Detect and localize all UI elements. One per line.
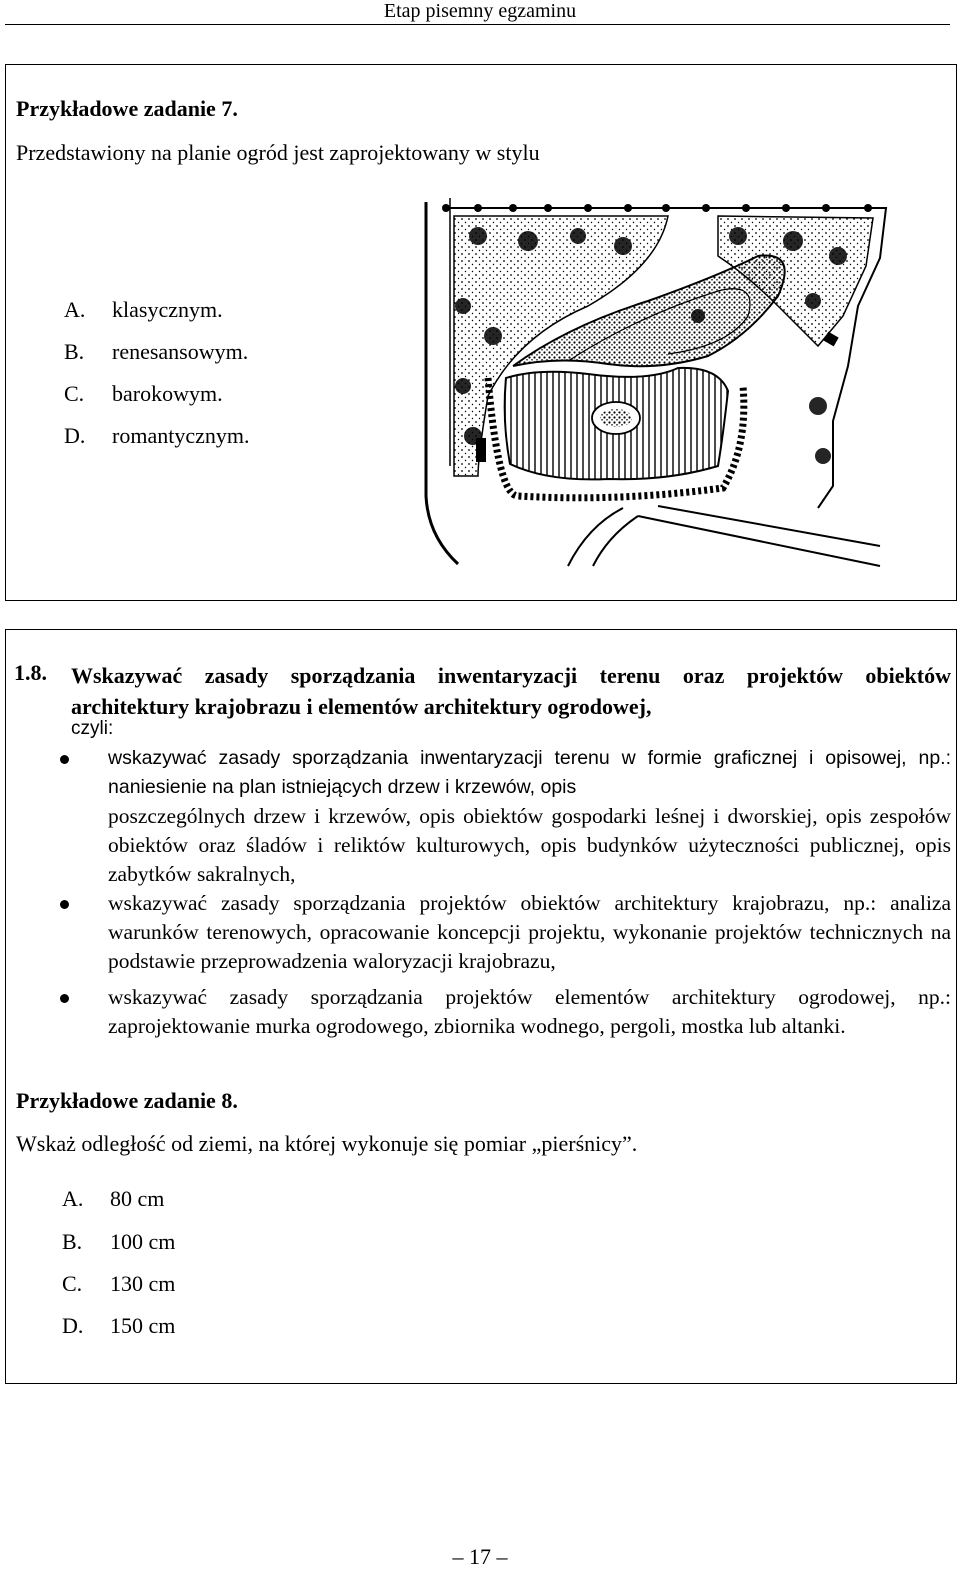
option-text: 100 cm: [110, 1229, 176, 1254]
task8-title: Przykładowe zadanie 8.: [16, 1088, 238, 1113]
bullet-continuation-item: [58, 802, 951, 889]
section-number: 1.8.: [14, 660, 47, 685]
bullet-text: wskazywać zasady sporządzania inwentaryzacji terenu w formie graficznej i opisowej, np.: naniesienie na plan istniejących drzew i krzewów, opis: [108, 747, 951, 798]
option-text: 130 cm: [110, 1271, 176, 1296]
bullet-list: [58, 889, 951, 976]
task8-option-d[interactable]: [62, 1305, 175, 1347]
bullet-list: [58, 744, 951, 802]
task7-option-a[interactable]: [64, 289, 223, 331]
page-number: – 17 –: [452, 1544, 508, 1569]
option-letter: B.: [64, 339, 85, 364]
task7-title: Przykładowe zadanie 7.: [16, 96, 238, 121]
task8-option-a[interactable]: [62, 1178, 164, 1220]
task7-option-c[interactable]: [64, 373, 223, 415]
bullet-item: [58, 983, 951, 1041]
option-text: klasycznym.: [112, 297, 223, 322]
option-letter: A.: [62, 1186, 84, 1211]
bullet-item: [58, 889, 951, 976]
task8-option-c[interactable]: [62, 1263, 175, 1305]
option-letter: C.: [62, 1271, 83, 1296]
option-text: barokowym.: [112, 381, 223, 406]
option-text: romantycznym.: [112, 423, 250, 448]
option-letter: A.: [64, 297, 86, 322]
bullet-item: [58, 744, 951, 802]
section-title-line2: architektury krajobrazu i elementów architektury ogrodowej,: [71, 694, 652, 719]
bullet-continuation: [58, 802, 951, 889]
czyli-label: czyli:: [71, 718, 114, 739]
bullet-icon: [60, 994, 69, 1003]
bullet-list: [58, 983, 951, 1041]
option-letter: D.: [62, 1313, 84, 1338]
page-header: Etap pisemny egzaminu: [383, 0, 577, 22]
option-text: 80 cm: [110, 1186, 165, 1211]
section-title-line1: Wskazywać zasady sporządzania inwentaryzacji terenu oraz projektów obiektów: [71, 663, 951, 688]
bullet-text: poszczególnych drzew i krzewów, opis obiektów gospodarki leśnej i dworskiej, opis zespołów obiektów oraz śladów i reliktów kulturowych, opis budynków użyteczności publicznej, opis zabytków sakralnych,: [108, 804, 951, 886]
task7-option-d[interactable]: [64, 415, 249, 457]
header-divider: [5, 24, 950, 25]
task7-question: Przedstawiony na planie ogród jest zaprojektowany w stylu: [16, 140, 540, 165]
task7-option-b[interactable]: [64, 331, 248, 373]
bullet-text: wskazywać zasady sporządzania projektów obiektów architektury krajobrazu, np.: analiza warunków terenowych, opracowanie koncepcji projektu, wykonanie projektów technicznych na podstawie przeprowadzenia waloryzacji krajobrazu,: [108, 891, 951, 973]
option-text: 150 cm: [110, 1313, 176, 1338]
section-title: [71, 660, 951, 722]
task8-option-b[interactable]: [62, 1221, 175, 1263]
option-letter: C.: [64, 381, 85, 406]
bullet-icon: [60, 900, 69, 909]
garden-plan-image: [418, 196, 890, 568]
bullet-text: wskazywać zasady sporządzania projektów elementów architektury ogrodowej, np.: zaprojektowanie murka ogrodowego, zbiornika wodnego, pergoli, mostka lub altanki.: [108, 985, 951, 1038]
option-letter: D.: [64, 423, 86, 448]
task8-question: Wskaż odległość od ziemi, na której wykonuje się pomiar „pierśnicy”.: [16, 1131, 638, 1156]
bullet-icon: [60, 755, 69, 764]
option-text: renesansowym.: [112, 339, 249, 364]
option-letter: B.: [62, 1229, 83, 1254]
